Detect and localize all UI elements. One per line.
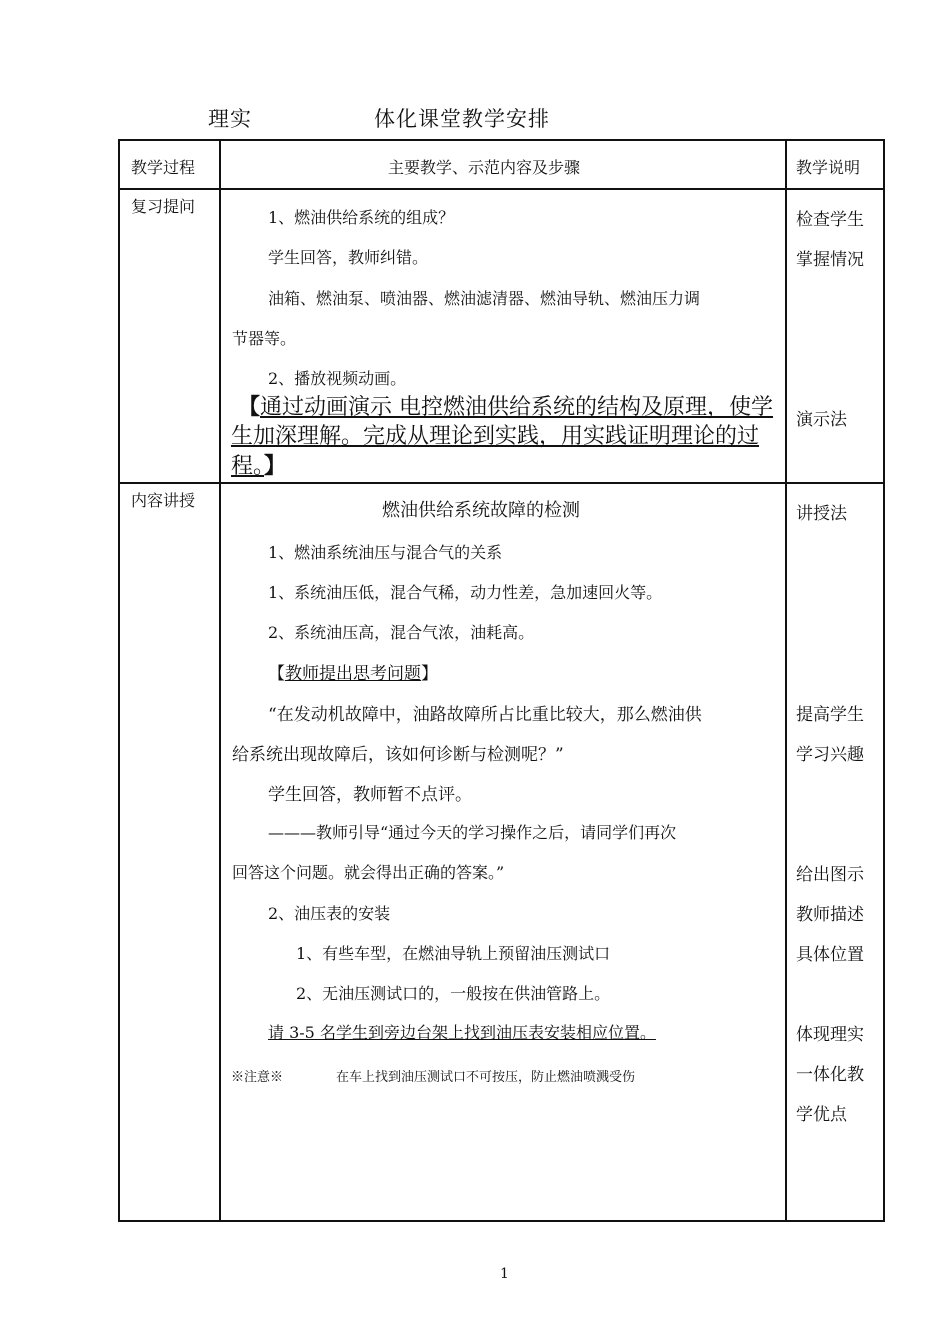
teaching-line-13: 请 3-5 名学生到旁边台架上找到油压表安装相应位置。 bbox=[268, 1023, 656, 1042]
teaching-question-heading bbox=[268, 659, 438, 684]
header-notes: 教学说明 bbox=[796, 158, 861, 177]
teaching-note-2-line2: 学习兴趣 bbox=[796, 745, 864, 765]
review-answer-2-line1: 油箱、燃油泵、喷油器、燃油滤清器、燃油导轨、燃油压力调 bbox=[268, 289, 701, 308]
animation-highlight-text-1: 通过动画演示 电控燃油供给系统的结构及原理，使学 bbox=[260, 395, 774, 420]
teaching-line-11: 1、有些车型，在燃油导轨上预留油压测试口 bbox=[296, 944, 611, 963]
teaching-note-3-line1: 给出图示 bbox=[796, 865, 864, 885]
review-note-1-line1: 检查学生 bbox=[796, 210, 864, 230]
table-column-divider-2 bbox=[785, 139, 787, 1222]
table-border-bottom bbox=[118, 1220, 885, 1222]
page-title-left: 理实 bbox=[208, 107, 252, 131]
bracket-close: 】 bbox=[264, 453, 287, 479]
teaching-note-4-line1: 体现理实 bbox=[796, 1025, 864, 1045]
teaching-question-text: 教师提出思考问题 bbox=[285, 664, 421, 684]
page-title-right: 体化课堂教学安排 bbox=[374, 107, 550, 131]
review-answer-2-line2: 节器等。 bbox=[232, 329, 297, 348]
teaching-line-6: 给系统出现故障后，该如何诊断与检测呢？” bbox=[232, 745, 564, 765]
review-question-1: 1、燃油供给系统的组成？ bbox=[268, 208, 455, 227]
teaching-line-2: 1、系统油压低，混合气稀，动力性差，急加速回火等。 bbox=[268, 583, 663, 602]
header-content: 主要教学、示范内容及步骤 bbox=[388, 158, 581, 177]
teaching-line-3: 2、系统油压高，混合气浓，油耗高。 bbox=[268, 623, 535, 642]
header-process: 教学过程 bbox=[131, 158, 196, 177]
animation-highlight-text-3: 程。 bbox=[231, 454, 265, 479]
table-header-divider bbox=[118, 188, 885, 190]
teaching-line-1: 1、燃油系统油压与混合气的关系 bbox=[268, 543, 503, 562]
review-note-1-line2: 掌握情况 bbox=[796, 250, 864, 270]
teaching-note-4-line2: 一体化教 bbox=[796, 1065, 864, 1085]
teaching-line-12: 2、无油压测试口的，一般按在供油管路上。 bbox=[296, 984, 611, 1003]
table-border-top bbox=[118, 139, 885, 141]
bracket-open: 【 bbox=[238, 394, 261, 420]
teaching-note-1: 讲授法 bbox=[796, 504, 847, 524]
review-note-2: 演示法 bbox=[796, 410, 847, 430]
teaching-note-2-line1: 提高学生 bbox=[796, 705, 864, 725]
caution-label: ※注意※ bbox=[231, 1070, 284, 1085]
teaching-heading: 燃油供给系统故障的检测 bbox=[382, 500, 580, 521]
section-review-label: 复习提问 bbox=[131, 197, 196, 216]
bracket-open: 【 bbox=[268, 664, 285, 684]
animation-highlight-line2: 生加深理解。完成从理论到实践，用实践证明理论的过 bbox=[231, 424, 760, 449]
teaching-line-10: 2、油压表的安装 bbox=[268, 904, 391, 923]
table-border-right bbox=[883, 139, 885, 1222]
section-teaching-label: 内容讲授 bbox=[131, 491, 196, 510]
teaching-line-7: 学生回答，教师暂不点评。 bbox=[268, 785, 472, 805]
review-question-2: 2、播放视频动画。 bbox=[268, 369, 407, 388]
table-section-divider bbox=[118, 482, 885, 484]
teaching-line-9: 回答这个问题。就会得出正确的答案。” bbox=[232, 863, 505, 882]
page-number: 1 bbox=[500, 1266, 509, 1282]
animation-highlight-line1 bbox=[238, 395, 773, 420]
teaching-line-8: ———教师引导“通过今天的学习操作之后，请同学们再次 bbox=[268, 823, 677, 842]
review-answer-1: 学生回答，教师纠错。 bbox=[268, 248, 429, 267]
table-border-left bbox=[118, 139, 120, 1222]
teaching-line-5: “在发动机故障中，油路故障所占比重比较大，那么燃油供 bbox=[268, 705, 702, 725]
teaching-note-3-line2: 教师描述 bbox=[796, 905, 864, 925]
table-column-divider-1 bbox=[219, 139, 221, 1222]
caution-text: 在车上找到油压测试口不可按压，防止燃油喷溅受伤 bbox=[336, 1070, 636, 1085]
teaching-note-4-line3: 学优点 bbox=[796, 1105, 847, 1125]
bracket-close: 】 bbox=[421, 664, 438, 684]
teaching-note-3-line3: 具体位置 bbox=[796, 945, 864, 965]
animation-highlight-line3 bbox=[231, 454, 286, 479]
